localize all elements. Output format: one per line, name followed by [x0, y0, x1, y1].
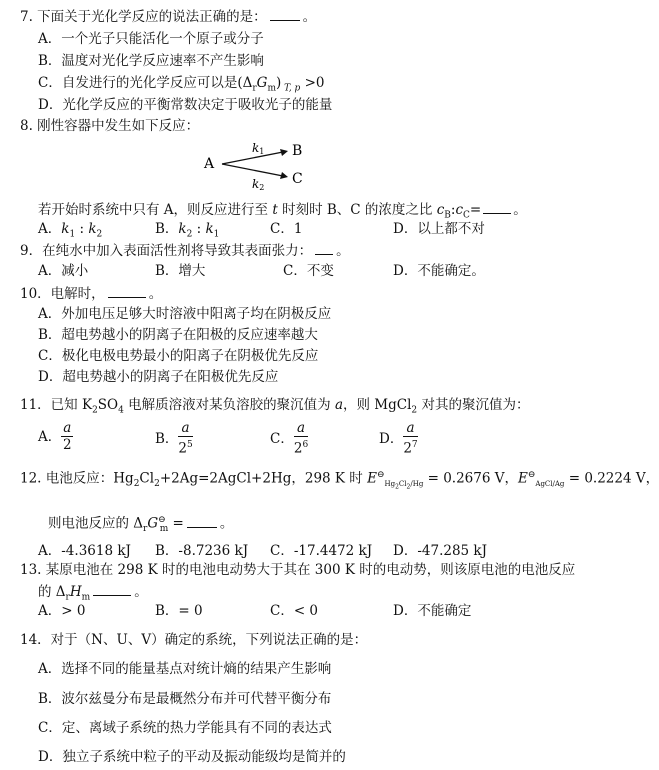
- q9-stem: 9．在纯水中加入表面活性剂将导致其表面张力： 。: [20, 243, 350, 259]
- q14-option-d: D．独立子系统中粒子的平动及振动能级均是简并的: [38, 749, 346, 765]
- q11-option-c: C． $\frac{a}{2^6}$: [270, 420, 309, 457]
- arrowhead-c: [280, 172, 288, 179]
- q10-option-d: D．超电势越小的阴离子在阳极优先反应: [38, 369, 279, 385]
- q9-option-a: A．减小: [38, 263, 89, 279]
- q7-option-a: A．一个光子只能活化一个原子或分子: [38, 31, 264, 47]
- q13-option-c: C．< 0: [270, 603, 319, 619]
- q13-option-b: B．= 0: [155, 603, 203, 619]
- rate-constant-k1: k1: [252, 141, 265, 156]
- answer-blank[interactable]: [108, 284, 146, 298]
- q10-option-c: C．极化电极电势最小的阳离子在阴极优先反应: [38, 348, 319, 364]
- q12-option-d: D．-47.285 kJ: [393, 543, 488, 559]
- rate-constant-k2: k2: [252, 177, 265, 192]
- q14-option-a: A．选择不同的能量基点对统计熵的结果产生影响: [38, 661, 332, 677]
- q14-option-c: C．定、离域子系统的热力学能具有不同的表达式: [38, 720, 332, 736]
- q13-option-d: D．不能确定: [393, 603, 472, 619]
- q10-stem: 10．电解时， 。: [20, 286, 163, 302]
- answer-blank[interactable]: [93, 582, 131, 596]
- arrowhead-b: [280, 149, 288, 156]
- q11-option-a: A． $\frac{a}{2}$: [38, 420, 72, 453]
- q8-option-d: D．以上都不对: [393, 221, 485, 237]
- answer-blank[interactable]: [187, 514, 217, 528]
- answer-blank[interactable]: [315, 241, 333, 255]
- answer-blank[interactable]: [483, 200, 511, 214]
- q10-option-b: B．超电势越小的阴离子在阳极的反应速率越大: [38, 327, 318, 343]
- answer-blank[interactable]: [270, 7, 300, 21]
- arrow-to-c: [222, 164, 283, 176]
- scheme-product-c: C: [292, 171, 303, 187]
- q8-option-c: C．1: [270, 221, 303, 237]
- q13-sub: 的 $\Delta_rH_m$ 。: [38, 584, 148, 603]
- q13-stem: 13. 某原电池在 298 K 时的电池电动势大于其在 300 K 时的电动势，则该原电池的电池反应: [20, 562, 576, 578]
- q12-stem: 12. 电池反应：$Hg_2Cl_2+2Ag=2AgCl+2Hg$，298 K 时 $E^⊖_{Hg_2Cl_2/Hg} = 0.2676$ V，$E^⊖_{AgCl/Ag} = 0.2224$ V，: [20, 470, 659, 491]
- q8-option-a: A．$k_1$ : $k_2$: [38, 221, 103, 240]
- q12-sub: 则电池反应的 $\Delta_rG^⊖_m$ = 。: [48, 515, 234, 535]
- q12-option-c: C．-17.4472 kJ: [270, 543, 373, 559]
- q8-body: 若开始时系统中只有 A，则反应进行至 t 时刻时 B、C 的浓度之比 $c_B:c_C=$ 。: [38, 202, 527, 221]
- q9-option-c: C．不变: [283, 263, 334, 279]
- q8-stem: 8. 刚性容器中发生如下反应：: [20, 118, 200, 134]
- q12-option-b: B．-8.7236 kJ: [155, 543, 249, 559]
- scheme-reactant: A: [204, 156, 215, 172]
- q14-option-b: B．波尔兹曼分布是最概然分布并可代替平衡分布: [38, 691, 332, 707]
- scheme-product-b: B: [292, 143, 303, 159]
- q13-option-a: A．> 0: [38, 603, 86, 619]
- q11-option-b: B． $\frac{a}{2^5}$: [155, 420, 193, 457]
- q7-option-b: B．温度对光化学反应速率不产生影响: [38, 53, 264, 69]
- q8-option-b: B．$k_2$ : $k_1$: [155, 221, 220, 240]
- q9-option-d: D．不能确定。: [393, 263, 485, 279]
- q10-option-a: A．外加电压足够大时溶液中阳离子均在阴极反应: [38, 306, 332, 322]
- q12-option-a: A．-4.3618 kJ: [38, 543, 131, 559]
- q7-stem: 7. 下面关于光化学反应的说法正确的是： 。: [20, 9, 317, 25]
- reaction-scheme: [200, 140, 320, 190]
- q9-option-b: B．增大: [155, 263, 206, 279]
- q11-option-d: D． $\frac{a}{2^7}$: [379, 420, 418, 457]
- q14-stem: 14．对于（N、U、V）确定的系统，下列说法正确的是：: [20, 632, 368, 648]
- q7-option-c: C．自发进行的光化学反应可以是$(\Delta_rG_m)$ $_{T, p}$ >0: [38, 75, 325, 94]
- q7-option-d: D．光化学反应的平衡常数决定于吸收光子的能量: [38, 97, 333, 113]
- q11-stem: 11．已知 $K_2SO_4$ 电解质溶液对某负溶胶的聚沉值为 a，则 MgCl$_2$ 对其的聚沉值为：: [20, 397, 530, 416]
